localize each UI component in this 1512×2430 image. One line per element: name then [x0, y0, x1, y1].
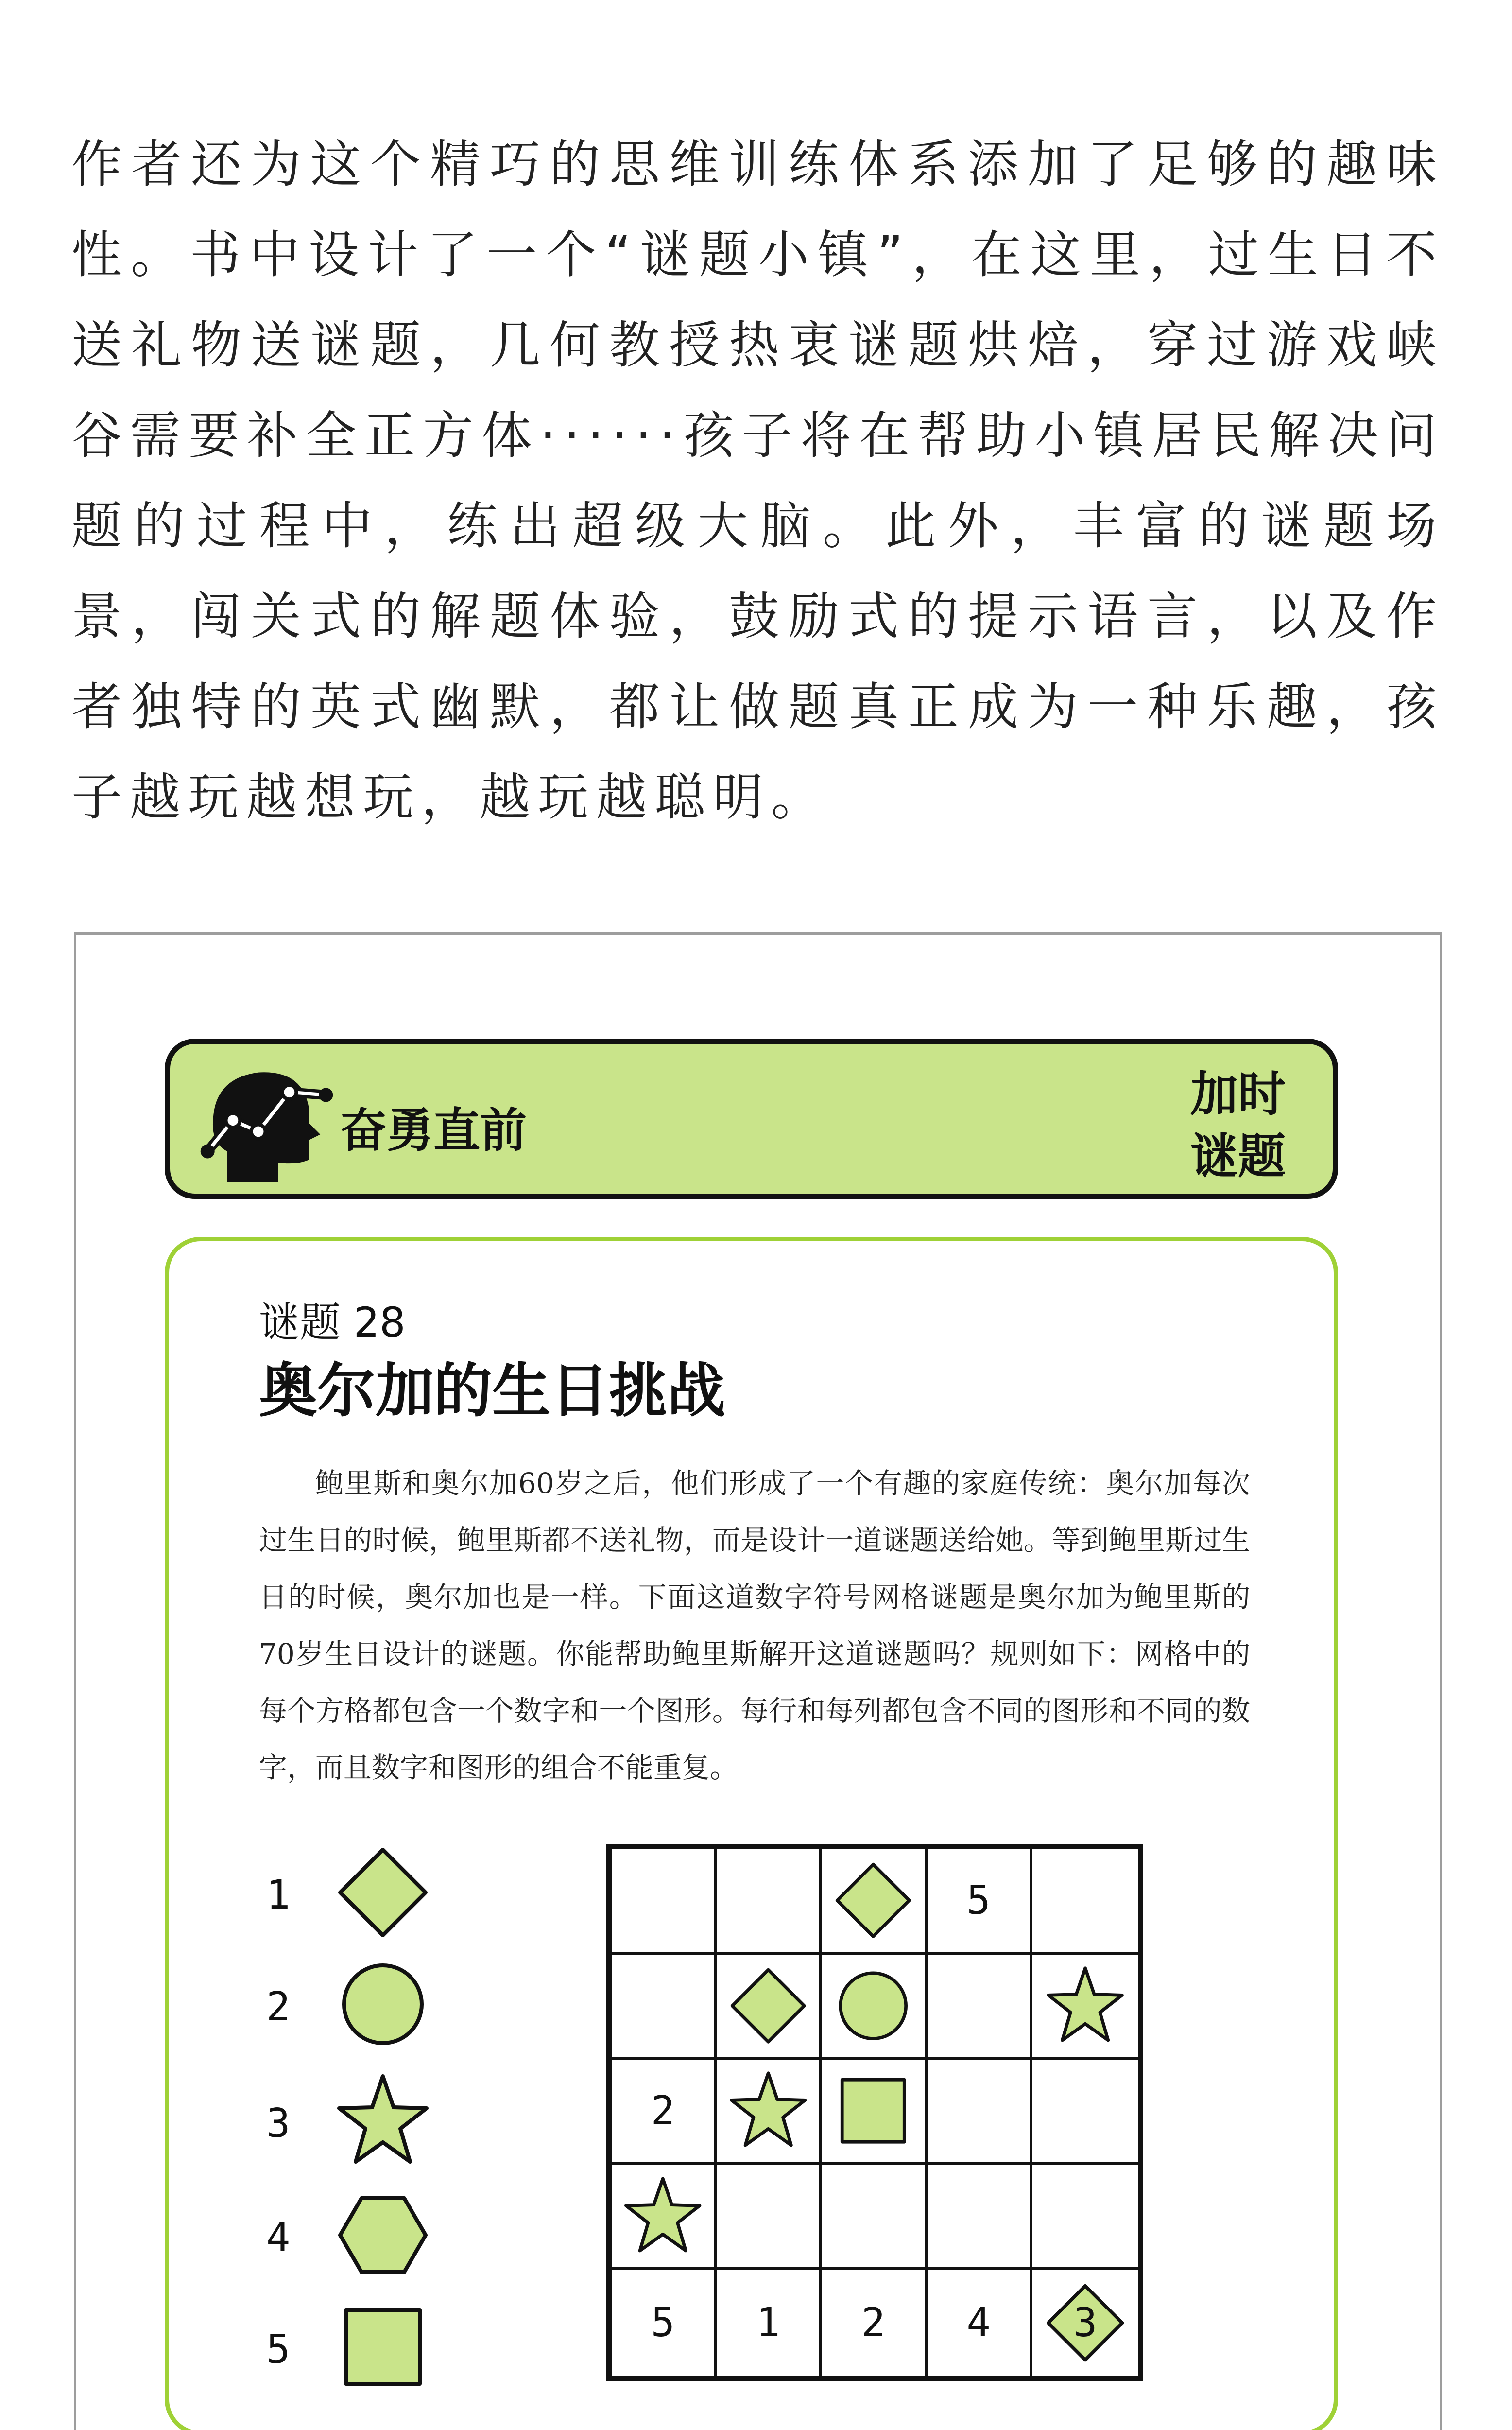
- square-shape: [832, 2070, 914, 2152]
- grid-cell: [822, 2060, 928, 2165]
- diamond-shape: [334, 1844, 431, 1941]
- shape-legend: [266, 1844, 461, 2383]
- book-page-scan: [74, 932, 1442, 2430]
- cell-number: 4: [966, 2300, 991, 2346]
- legend-number: 2: [266, 1984, 291, 2030]
- grid-cell: [717, 1849, 823, 1955]
- star-shape: [727, 2070, 809, 2152]
- head-with-line-chart-icon: [196, 1053, 337, 1194]
- grid-cell: [612, 1955, 717, 2060]
- grid-cell: [612, 2165, 717, 2271]
- legend-number: 3: [266, 2100, 291, 2147]
- legend-item: [266, 1956, 461, 2053]
- cell-number: 3: [1073, 2300, 1098, 2346]
- badge-line-1: 加时: [1190, 1067, 1286, 1122]
- cell-number: 2: [651, 2087, 675, 2134]
- grid-cell: [612, 2060, 717, 2165]
- legend-number: 1: [266, 1872, 291, 1918]
- chapter-banner: [165, 1039, 1338, 1199]
- star-shape: [622, 2175, 704, 2257]
- grid-cell: [612, 1849, 717, 1955]
- grid-cell: [612, 2270, 717, 2376]
- grid-cell: [1032, 1955, 1138, 2060]
- grid-cell: [1032, 2270, 1138, 2376]
- grid-cell: [717, 1955, 823, 2060]
- grid-cell: [717, 2270, 823, 2376]
- grid-cell: [928, 2060, 1033, 2165]
- chapter-title: 奋勇直前: [340, 1103, 527, 1158]
- legend-item: [266, 2298, 461, 2395]
- puzzle-panel: [165, 1237, 1338, 2430]
- diamond-shape: [727, 1965, 809, 2047]
- star-shape: [1043, 1965, 1127, 2047]
- puzzle-grid: [606, 1844, 1143, 2381]
- cell-number: 1: [756, 2300, 780, 2346]
- grid-cell: [928, 2270, 1033, 2376]
- grid-cell: [1032, 1849, 1138, 1955]
- legend-item: [266, 2072, 461, 2170]
- cell-number: 2: [861, 2300, 886, 2346]
- cell-number: 5: [651, 2300, 675, 2346]
- circle-shape: [832, 1965, 914, 2047]
- star-shape: [334, 2072, 431, 2170]
- grid-cell: [717, 2165, 823, 2271]
- grid-cell: [928, 1955, 1033, 2060]
- grid-cell: [822, 2270, 928, 2376]
- grid-cell: [1032, 2060, 1138, 2165]
- puzzle-number: 谜题 28: [259, 1299, 406, 1346]
- legend-item: [266, 1844, 461, 1941]
- diamond-shape: [832, 1859, 914, 1941]
- legend-item: [266, 2187, 461, 2284]
- grid-cell: [717, 2060, 823, 2165]
- grid-cell: [822, 1849, 928, 1955]
- hexagon-shape: [334, 2187, 431, 2284]
- puzzle-title: 奥尔加的生日挑战: [259, 1357, 725, 1425]
- overtime-puzzle-badge: [1177, 1063, 1299, 1188]
- grid-cell: [928, 1849, 1033, 1955]
- grid-cell: [928, 2165, 1033, 2271]
- square-shape: [334, 2298, 431, 2395]
- circle-shape: [334, 1956, 431, 2053]
- puzzle-description: 鲍里斯和奥尔加60岁之后，他们形成了一个有趣的家庭传统：奥尔加每次过生日的时候，鲍里斯都不送礼物，而是设计一道谜题送给她。等到鲍里斯过生日的时候，奥尔加也是一样。下面这道数字符号网格谜题是奥尔加为鲍里斯的70岁生日设计的谜题。你能帮助鲍里斯解开这道谜题吗？规则如下：网格中的每个方格都包含一个数字和一个图形。每行和每列都包含不同的图形和不同的数字，而且数字和图形的组合不能重复。: [259, 1467, 1250, 1784]
- grid-cell: [1032, 2165, 1138, 2271]
- grid-cell: [822, 2165, 928, 2271]
- grid-cell: [822, 1955, 928, 2060]
- legend-number: 5: [266, 2326, 291, 2373]
- badge-line-2: 谜题: [1190, 1129, 1286, 1184]
- intro-paragraph: 作者还为这个精巧的思维训练体系添加了足够的趣味性。书中设计了一个“谜题小镇”，在这里，过生日不送礼物送谜题，几何教授热衷谜题烘焙，穿过游戏峡谷需要补全正方体······孩子将在帮助小镇居民解决问题的过程中，练出超级大脑。此外，丰富的谜题场景，闯关式的解题体验，鼓励式的提示语言，以及作者独特的英式幽默，都让做题真正成为一种乐趣，孩子越玩越想玩，越玩越聪明。: [71, 135, 1444, 827]
- cell-number: 5: [966, 1877, 991, 1924]
- legend-number: 4: [266, 2215, 291, 2261]
